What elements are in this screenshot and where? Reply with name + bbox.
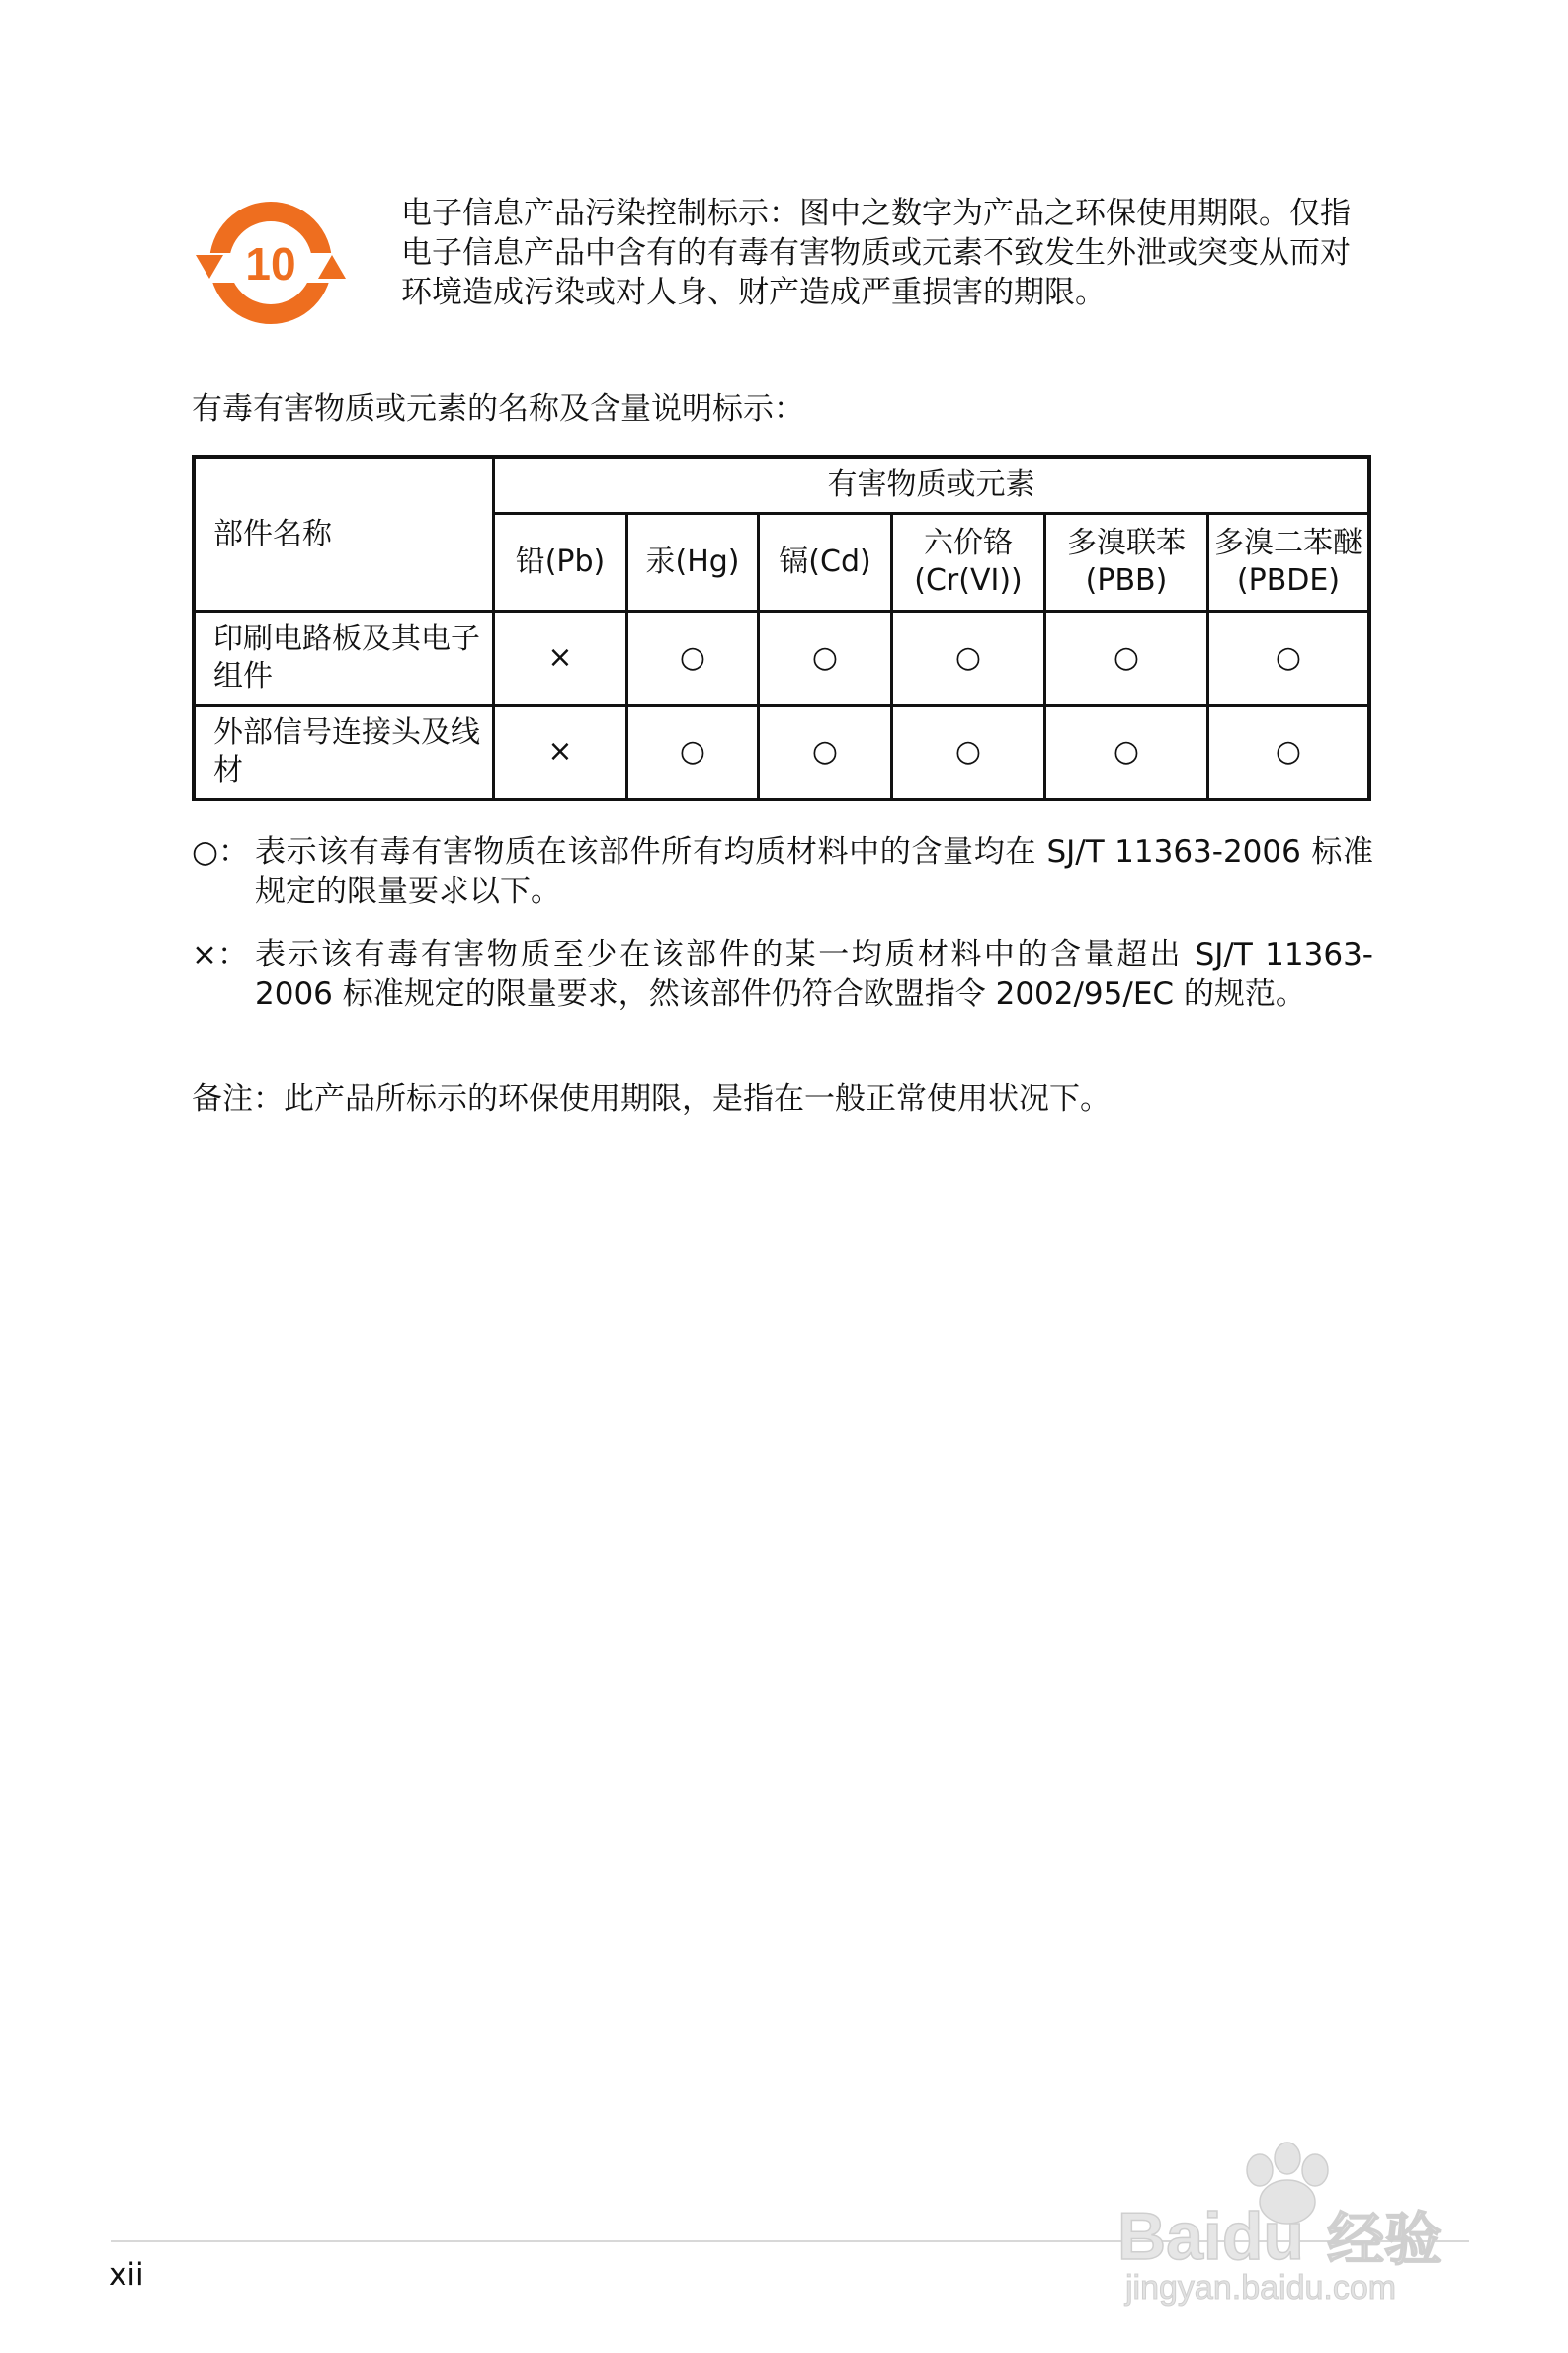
value-cell: ○ xyxy=(1208,706,1370,800)
remark: 备注：此产品所标示的环保使用期限，是指在一般正常使用状况下。 xyxy=(192,1081,1111,1117)
note-text: 表示该有毒有害物质至少在该部件的某一均质材料中的含量超出 SJ/T 11363-2006 标准规定的限量要求，然该部件仍符合欧盟指令 2002/95/EC 的规范。 xyxy=(255,937,1373,1012)
page-number: xii xyxy=(109,2257,144,2293)
part-name-header: 部件名称 xyxy=(194,457,494,612)
substances-group-header: 有害物质或元素 xyxy=(494,457,1370,514)
environmental-use-period-logo xyxy=(194,196,348,330)
watermark-brand: Baidu xyxy=(1117,2199,1304,2274)
value-cell: ○ xyxy=(1045,706,1208,800)
hazardous-substances-table xyxy=(192,455,1371,801)
table-title: 有毒有害物质或元素的名称及含量说明标示： xyxy=(192,391,804,427)
note-circle xyxy=(192,832,1373,911)
watermark-url: jingyan.baidu.com xyxy=(1125,2269,1397,2307)
logo-number: 10 xyxy=(245,238,296,290)
value-cell: ○ xyxy=(759,612,892,706)
note-cross xyxy=(192,935,1373,1014)
value-cell: ○ xyxy=(892,612,1045,706)
value-cell: ○ xyxy=(627,706,759,800)
value-cell: ○ xyxy=(1045,612,1208,706)
value-cell: ○ xyxy=(627,612,759,706)
substance-header: 镉(Cd) xyxy=(759,514,892,612)
value-cell: ○ xyxy=(759,706,892,800)
watermark-brand-cn: 经验 xyxy=(1327,2206,1443,2273)
value-cell: ○ xyxy=(892,706,1045,800)
value-cell: × xyxy=(494,706,627,800)
value-cell: × xyxy=(494,612,627,706)
substance-header: 多溴二苯醚 (PBDE) xyxy=(1208,514,1370,612)
part-name-cell: 印刷电路板及其电子组件 xyxy=(194,612,494,706)
part-name-cell: 外部信号连接头及线材 xyxy=(194,706,494,800)
table-row xyxy=(194,612,1369,706)
note-text: 表示该有毒有害物质在该部件所有均质材料中的含量均在 SJ/T 11363-2006 标准规定的限量要求以下。 xyxy=(255,834,1373,909)
substance-header: 铅(Pb) xyxy=(494,514,627,612)
note-mark: ○： xyxy=(192,834,250,870)
substance-header: 六价铬 (Cr(VI)) xyxy=(892,514,1045,612)
note-mark: ×： xyxy=(192,937,248,972)
baidu-jingyan-watermark xyxy=(1112,2123,1487,2311)
substance-header: 多溴联苯 (PBB) xyxy=(1045,514,1208,612)
table-row xyxy=(194,706,1369,800)
value-cell: ○ xyxy=(1208,612,1370,706)
intro-paragraph: 电子信息产品污染控制标示：图中之数字为产品之环保使用期限。仅指电子信息产品中含有的有毒有害物质或元素不致发生外泄或突变从而对环境造成污染或对人身、财产造成严重损害的期限。 xyxy=(401,196,1351,310)
substance-header: 汞(Hg) xyxy=(627,514,759,612)
